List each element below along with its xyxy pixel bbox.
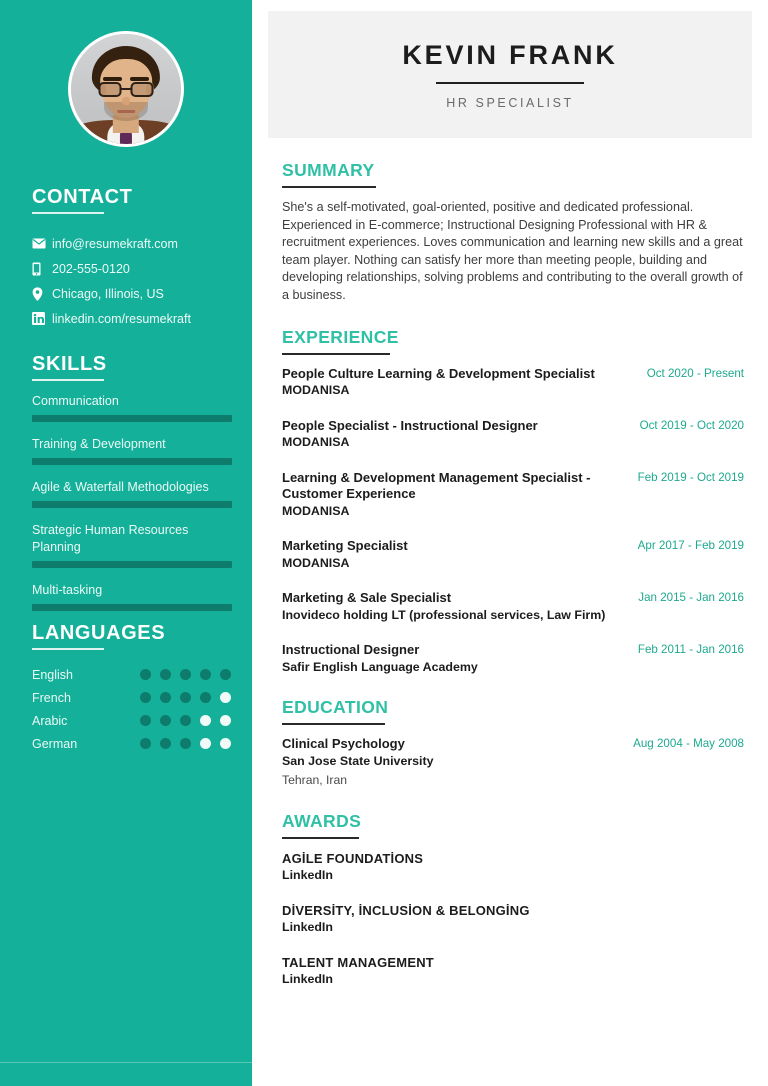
main-content — [252, 0, 768, 1086]
job-title: HR SPECIALIST — [446, 95, 574, 110]
award-item — [282, 902, 744, 936]
section-experience — [282, 327, 744, 676]
experience-heading-rule — [282, 353, 390, 355]
language-rating — [140, 738, 231, 749]
contact-item-location[interactable] — [32, 281, 242, 306]
languages-heading: LANGUAGES — [32, 622, 166, 644]
experience-role: Marketing Specialist — [282, 538, 408, 554]
contact-location-text: Chicago, Illinois, US — [52, 286, 164, 301]
awards-heading-rule — [282, 837, 359, 839]
experience-org: MODANISA — [282, 555, 350, 570]
skill-label: Agile & Waterfall Methodologies — [32, 480, 209, 494]
skill-progress-bar — [32, 561, 232, 568]
languages-list — [32, 663, 232, 755]
experience-date: Jan 2015 - Jan 2016 — [638, 591, 744, 605]
contact-phone-text: 202-555-0120 — [52, 261, 130, 276]
skill-progress-bar — [32, 604, 232, 611]
section-awards — [282, 811, 744, 988]
award-name: AGİLE FOUNDATİONS — [282, 851, 424, 867]
language-label: French — [32, 690, 71, 705]
contact-linkedin-text: linkedin.com/resumekraft — [52, 311, 191, 326]
experience-role: People Specialist - Instructional Designer — [282, 417, 538, 433]
skill-label: Communication — [32, 394, 119, 408]
language-item — [32, 686, 232, 709]
experience-item — [282, 590, 744, 623]
award-name: DİVERSİTY, İNCLUSİON & BELONGİNG — [282, 903, 530, 919]
page-title: KEVIN FRANK — [402, 39, 618, 70]
education-school: San Jose State University — [282, 753, 434, 768]
award-name: TALENT MANAGEMENT — [282, 955, 434, 971]
award-org: LinkedIn — [282, 972, 333, 987]
experience-heading: EXPERIENCE — [282, 326, 399, 347]
section-education — [282, 697, 744, 789]
experience-org: MODANISA — [282, 435, 350, 450]
skill-progress-bar — [32, 415, 232, 422]
experience-item — [282, 642, 744, 675]
education-heading-rule — [282, 723, 385, 725]
skill-label: Multi-tasking — [32, 583, 103, 597]
experience-date: Oct 2019 - Oct 2020 — [639, 418, 744, 432]
experience-item — [282, 538, 744, 571]
experience-date: Feb 2011 - Jan 2016 — [637, 643, 744, 657]
skill-progress-bar — [32, 458, 232, 465]
skill-label: Training & Development — [32, 437, 166, 451]
summary-text: She's a self-motivated, goal-oriented, positive and dedicated professional. Experienced in E-commerce; Instructional Designing Professional with HR & recruitment experiences. Loves communication and learning new skills and a great team player. Nothing can satisfy her more than meeting people, building and developing relationships, solving problems and contributing to the overall growth of a business. — [282, 200, 743, 302]
award-item — [282, 850, 744, 884]
experience-org: Inovideco holding LT (professional services, Law Firm) — [282, 607, 606, 622]
skill-item — [32, 582, 232, 611]
education-degree: Clinical Psychology — [282, 736, 405, 752]
language-label: Arabic — [32, 713, 68, 728]
education-heading: EDUCATION — [282, 697, 389, 718]
skill-label: Strategic Human Resources Planning — [32, 523, 189, 554]
language-rating — [140, 715, 231, 726]
skills-heading: SKILLS — [32, 353, 107, 375]
summary-heading: SUMMARY — [282, 160, 375, 180]
avatar-photo — [71, 34, 181, 144]
language-rating — [140, 669, 231, 680]
experience-org: MODANISA — [282, 383, 350, 398]
skill-progress-bar — [32, 501, 232, 508]
education-date: Aug 2004 - May 2008 — [633, 737, 744, 751]
skills-list — [32, 393, 232, 625]
contact-item-phone[interactable] — [32, 256, 242, 281]
experience-item — [282, 470, 744, 520]
experience-item — [282, 366, 744, 399]
experience-role: Marketing & Sale Specialist — [282, 590, 452, 606]
language-item — [32, 709, 232, 732]
language-item — [32, 663, 232, 686]
award-org: LinkedIn — [282, 868, 333, 883]
mobile-phone-icon — [32, 262, 52, 276]
name-rule — [436, 82, 584, 84]
skills-heading-rule — [32, 379, 104, 381]
experience-item — [282, 418, 744, 451]
contact-heading-rule — [32, 212, 104, 214]
experience-date: Feb 2019 - Oct 2019 — [637, 470, 744, 484]
summary-heading-rule — [282, 186, 376, 188]
linkedin-icon — [32, 312, 52, 325]
experience-date: Apr 2017 - Feb 2019 — [637, 539, 744, 553]
experience-org: MODANISA — [282, 503, 350, 518]
envelope-icon — [32, 238, 52, 249]
sections-container — [282, 160, 744, 988]
avatar — [68, 31, 184, 147]
language-rating — [140, 692, 231, 703]
experience-date: Oct 2020 - Present — [646, 366, 744, 380]
glasses-icon — [99, 82, 154, 96]
language-item — [32, 732, 232, 755]
experience-role: People Culture Learning & Development Specialist — [282, 365, 595, 381]
contact-list — [32, 231, 242, 331]
contact-item-email[interactable] — [32, 231, 242, 256]
map-pin-icon — [32, 287, 52, 301]
languages-heading-rule — [32, 648, 104, 650]
skill-item — [32, 522, 232, 568]
award-org: LinkedIn — [282, 920, 333, 935]
skill-item — [32, 393, 232, 422]
contact-email-text: info@resumekraft.com — [52, 236, 178, 251]
sidebar — [0, 0, 252, 1086]
awards-heading: AWARDS — [282, 811, 362, 832]
education-location: Tehran, Iran — [282, 773, 348, 788]
experience-org: Safir English Language Academy — [282, 659, 478, 674]
sidebar-footer-divider — [0, 1062, 252, 1063]
contact-heading: CONTACT — [32, 186, 133, 208]
language-label: German — [32, 736, 78, 751]
award-item — [282, 954, 744, 988]
section-summary — [282, 160, 744, 305]
education-item — [282, 736, 744, 789]
contact-item-linkedin[interactable] — [32, 306, 242, 331]
skill-item — [32, 436, 232, 465]
experience-role: Instructional Designer — [282, 642, 420, 658]
skill-item — [32, 479, 232, 508]
name-header-block — [268, 11, 752, 138]
language-label: English — [32, 667, 73, 682]
experience-role: Learning & Development Management Specialist - Customer Experience — [282, 469, 591, 502]
